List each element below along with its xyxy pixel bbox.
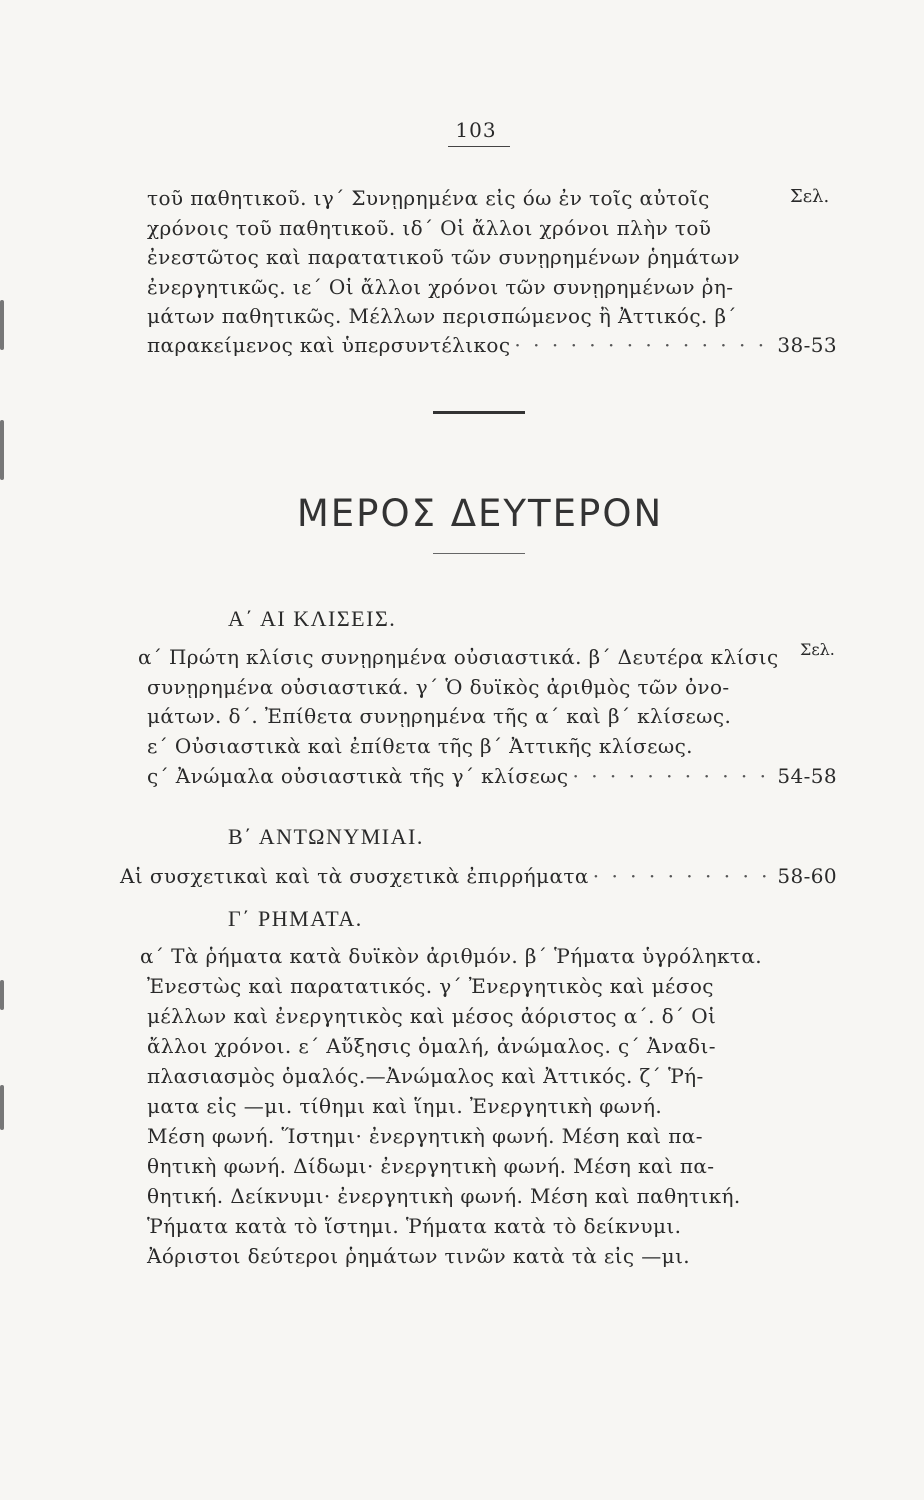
text-line: συνῃρημένα οὐσιαστικά. γ΄ Ὁ δυϊκὸς ἀριθμὸς τῶν ὀνο- [147, 674, 730, 699]
toc-entry-text: παρακείμενος καὶ ὑπερσυντέλικος [147, 333, 511, 357]
text-line: Ῥήματα κατὰ τὸ ἵστημι. Ῥήματα κατὰ τὸ δείκνυμι. [147, 1214, 682, 1238]
text-line: μάτων. δ΄. Ἐπίθετα συνῃρημένα τῆς α΄ καὶ β΄ κλίσεως. [147, 704, 732, 728]
section-heading-b: Β΄ ΑΝΤΩΝΥΜΙΑΙ. [228, 824, 424, 849]
text-line: χρόνοις τοῦ παθητικοῦ. ιδ΄ Οἱ ἄλλοι χρόνοι πλὴν τοῦ [147, 215, 712, 240]
leader-dots [514, 331, 773, 361]
toc-entry-text: ς΄ Ἀνώμαλα οὐσιαστικὰ τῆς γ΄ κλίσεως [147, 764, 569, 788]
page-number-rule [448, 146, 510, 147]
text-line: θητική. Δείκνυμι· ἐνεργητικὴ φωνή. Μέση καὶ παθητική. [147, 1184, 741, 1208]
text-line: Ἀόριστοι δεύτεροι ῥημάτων τινῶν κατὰ τὰ εἰς —μι. [147, 1244, 691, 1268]
text-line: ε΄ Οὐσιαστικὰ καὶ ἐπίθετα τῆς β΄ Ἀττικῆς κλίσεως. [147, 733, 693, 758]
title-underline [433, 553, 525, 554]
toc-page-range: 58-60 [777, 864, 837, 888]
section-divider [433, 411, 525, 414]
section-c-block [140, 941, 800, 1271]
sel-label-top: Σελ. [790, 186, 830, 207]
text-line: μάτων παθητικῶς. Μέλλων περισπώμενος ἢ Ἀττικός. β΄ [147, 304, 737, 328]
text-line: Μέση φωνή. Ἵστημι· ἐνεργητικὴ φωνή. Μέση καὶ πα- [147, 1124, 703, 1148]
leader-dots [573, 762, 774, 792]
text-line: α΄ Τὰ ῥήματα κατὰ δυϊκὸν ἀριθμόν. β΄ Ῥήματα ὑγρόληκτα. [140, 944, 763, 968]
section-a-block [138, 643, 778, 761]
scan-edge-mark [0, 300, 4, 350]
scan-edge-mark [0, 420, 4, 480]
leader-dots [593, 862, 774, 892]
toc-page-range: 54-58 [777, 764, 837, 788]
scan-edge-mark [0, 980, 4, 1010]
top-block [147, 184, 777, 332]
scan-edge-mark [0, 1085, 4, 1130]
text-line: μέλλων καὶ ἐνεργητικὸς καὶ μέσος ἀόριστος α΄. δ΄ Οἱ [147, 1004, 717, 1028]
section-heading-c: Γ΄ ΡΗΜΑΤΑ. [228, 906, 363, 931]
text-line: πλασιασμὸς ὁμαλός.—Ἀνώμαλος καὶ Ἀττικός. ζ΄ Ῥή- [147, 1064, 704, 1088]
text-line: θητικὴ φωνή. Δίδωμι· ἐνεργητικὴ φωνή. Μέση καὶ πα- [147, 1154, 715, 1178]
toc-entry-text: Αἱ συσχετικαὶ καὶ τὰ συσχετικὰ ἐπιρρήματα [120, 864, 589, 888]
toc-page-range: 38-53 [777, 333, 837, 357]
text-line: ἐνεργητικῶς. ιε΄ Οἱ ἄλλοι χρόνοι τῶν συνῃρημένων ῥη- [147, 274, 734, 299]
text-line: ματα εἰς —μι. τίθημι καὶ ἵημι. Ἐνεργητικὴ φωνή. [147, 1094, 663, 1118]
toc-entry-top [147, 331, 837, 361]
section-heading-a: Α΄ ΑΙ ΚΛΙΣΕΙΣ. [228, 606, 397, 631]
text-line: Ἐνεστὼς καὶ παρατατικός. γ΄ Ἐνεργητικὸς καὶ μέσος [147, 974, 714, 998]
page-number: 103 [455, 118, 497, 142]
text-line: ἄλλοι χρόνοι. ε΄ Αὔξησις ὁμαλή, ἀνώμαλος. ς΄ Ἀναδι- [147, 1034, 716, 1058]
sel-label-a: Σελ. [800, 640, 835, 659]
text-line: α΄ Πρώτη κλίσις συνῃρημένα οὐσιαστικά. β΄ Δευτέρα κλίσις [138, 645, 779, 669]
text-line: ἐνεστῶτος καὶ παρατατικοῦ τῶν συνῃρημένων ῥημάτων [147, 245, 740, 269]
toc-entry-b [120, 862, 837, 892]
part-title: ΜΕΡΟΣ ΔΕΥΤΕΡΟΝ [296, 492, 664, 535]
text-line: τοῦ παθητικοῦ. ιγ΄ Συνῃρημένα εἰς όω ἐν τοῖς αὐτοῖς [147, 186, 710, 210]
toc-entry-a [147, 762, 837, 792]
